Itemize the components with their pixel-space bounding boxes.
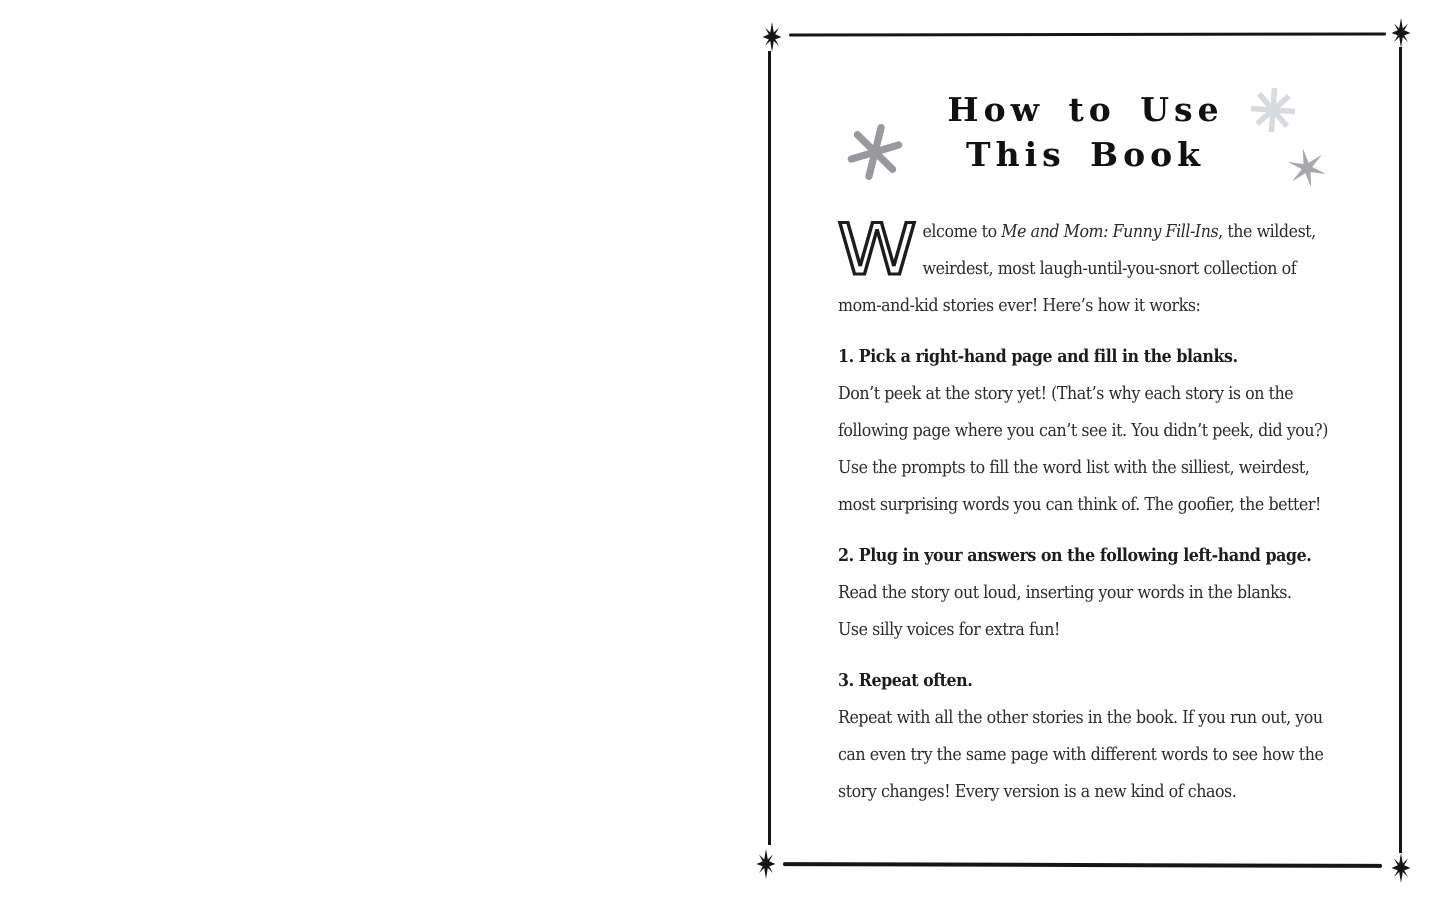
book-page [770,35,1401,866]
text-line: mom-and-kid stories ever! Here’s how it works: [838,295,1201,316]
text-line: Repeat with all the other stories in the book. If you run out, you [838,707,1323,728]
page-title-line2: This Book [966,135,1205,174]
section-heading: 2. Plug in your answers on the following left-hand page. [838,545,1312,566]
instruction-section-2 [838,537,1366,648]
text-line: most surprising words you can think of. The goofier, the better! [838,494,1321,515]
book-title-italic: Me and Mom: Funny Fill-Ins [1001,221,1219,242]
section-heading: 1. Pick a right-hand page and fill in the blanks. [838,346,1238,367]
corner-sparkle-icon [754,849,778,879]
page-title [770,87,1401,177]
text-line: weirdest, most laugh-until-you-snort collection of [922,258,1297,279]
text-line: Use the prompts to fill the word list with the silliest, weirdest, [838,457,1310,478]
intro-paragraph [838,213,1366,324]
corner-sparkle-icon [1389,18,1413,48]
text-line [922,213,1366,250]
text-line: following page where you can’t see it. You didn’t peek, did you?) [838,420,1328,441]
instruction-section-3 [838,662,1366,810]
text-line: story changes! Every version is a new kind of chaos. [838,781,1237,802]
drop-cap [835,218,919,287]
text-line: Don’t peek at the story yet! (That’s why each story is on the [838,383,1294,404]
page-title-line1: How to Use [947,90,1224,129]
instruction-section-1 [838,338,1366,523]
drop-cap-letter: W [837,218,917,282]
text-line: Use silly voices for extra fun! [838,619,1060,640]
intro-line1-pre: elcome to [922,221,1002,242]
text-line: Read the story out loud, inserting your words in the blanks. [838,582,1292,603]
text-line: can even try the same page with different words to see how the [838,744,1324,765]
page-border-top [789,32,1386,36]
body-text [838,213,1366,810]
page-border-bottom [783,862,1382,868]
corner-sparkle-icon [1389,853,1413,883]
corner-sparkle-icon [760,22,784,52]
section-heading: 3. Repeat often. [838,670,973,691]
intro-line1-post: , the wildest, [1218,221,1316,242]
